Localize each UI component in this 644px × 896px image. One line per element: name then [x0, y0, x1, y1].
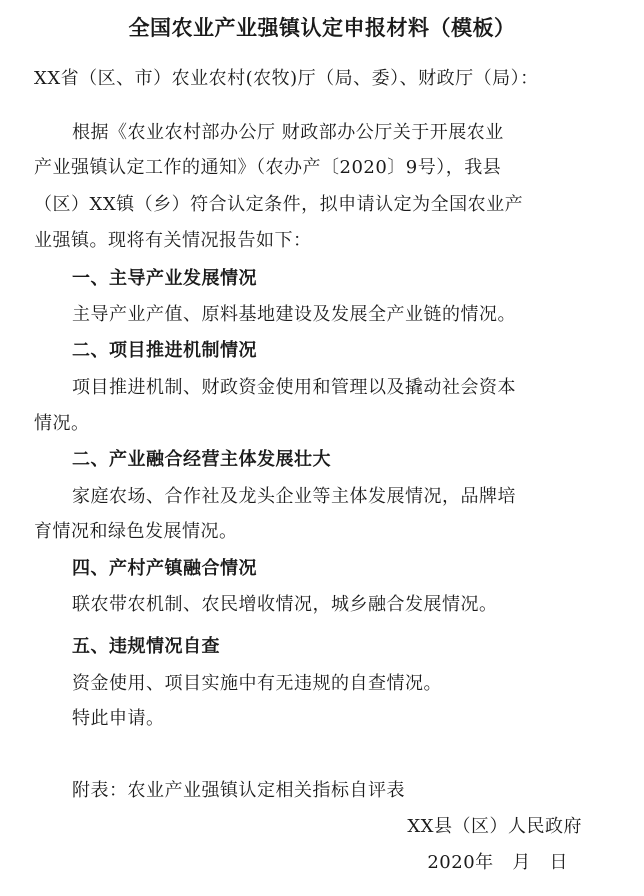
section-heading-5: 五、违规情况自查 [72, 636, 220, 657]
closing-line: 特此申请。 [72, 708, 165, 729]
section-3-line-2: 育情况和绿色发展情况。 [34, 521, 238, 542]
signature: XX县（区）人民政府 [407, 816, 582, 837]
intro-line-1: 根据《农业农村部办公厅 财政部办公厅关于开展农业 [72, 122, 504, 143]
section-heading-2: 二、项目推进机制情况 [72, 340, 257, 361]
intro-line-3: （区）XX镇（乡）符合认定条件，拟申请认定为全国农业产 [34, 194, 524, 215]
addressee: XX省（区、市）农业农村(农牧)厅（局、委）、财政厅（局）： [34, 68, 539, 89]
date-line: 2020年 月 日 [427, 852, 568, 873]
section-5-line-1: 资金使用、项目实施中有无违规的自查情况。 [72, 673, 442, 694]
section-heading-3: 二、产业融合经营主体发展壮大 [72, 449, 331, 470]
section-heading-4: 四、产村产镇融合情况 [72, 558, 257, 579]
section-4-line-1: 联农带农机制、农民增收情况，城乡融合发展情况。 [72, 594, 498, 615]
intro-line-2: 产业强镇认定工作的通知》（农办产〔2020〕9号），我县 [34, 157, 502, 178]
section-heading-1: 一、主导产业发展情况 [72, 268, 257, 289]
attachment-note: 附表：农业产业强镇认定相关指标自评表 [72, 780, 405, 801]
section-2-line-2: 情况。 [34, 413, 90, 434]
section-2-line-1: 项目推进机制、财政资金使用和管理以及撬动社会资本 [72, 377, 516, 398]
intro-line-4: 业强镇。现将有关情况报告如下： [34, 230, 312, 251]
document-title: 全国农业产业强镇认定申报材料（模板） [128, 16, 516, 40]
section-1-line-1: 主导产业产值、原料基地建设及发展全产业链的情况。 [72, 304, 516, 325]
section-3-line-1: 家庭农场、合作社及龙头企业等主体发展情况，品牌培 [72, 486, 516, 507]
